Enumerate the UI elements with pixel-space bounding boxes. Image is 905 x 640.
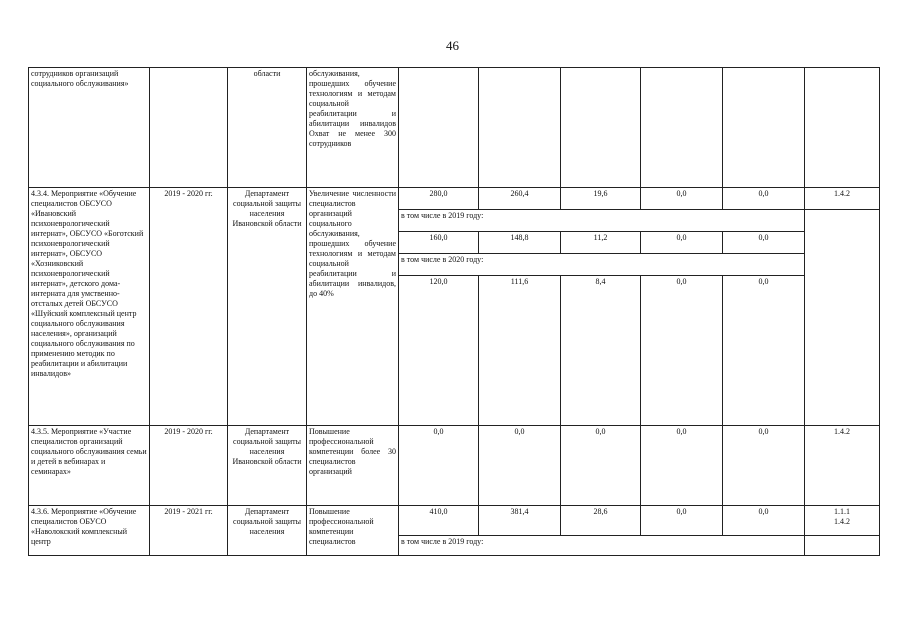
value-cell bbox=[723, 68, 805, 188]
other-cell: 0,0 bbox=[723, 276, 805, 426]
federal-cell: 0,0 bbox=[561, 426, 641, 506]
table-row bbox=[29, 506, 880, 536]
indicator-cell bbox=[805, 276, 880, 426]
table-row bbox=[29, 426, 880, 506]
local-cell: 0,0 bbox=[641, 276, 723, 426]
indicator-cell bbox=[805, 210, 880, 232]
total-cell: 280,0 bbox=[399, 188, 479, 210]
other-cell: 0,0 bbox=[723, 426, 805, 506]
regional-cell: 111,6 bbox=[479, 276, 561, 426]
table-row bbox=[29, 68, 880, 188]
executor-cell: Департамент социальной защиты населения bbox=[228, 506, 307, 556]
federal-cell: 8,4 bbox=[561, 276, 641, 426]
regional-cell: 260,4 bbox=[479, 188, 561, 210]
indicator-cell: 1.4.2 bbox=[805, 188, 880, 210]
indicator-cell bbox=[805, 536, 880, 556]
indicator-cell bbox=[805, 254, 880, 276]
other-cell: 0,0 bbox=[723, 188, 805, 210]
federal-cell: 11,2 bbox=[561, 232, 641, 254]
period-cell bbox=[150, 68, 228, 188]
value-cell bbox=[479, 68, 561, 188]
year-note: в том числе в 2019 году: bbox=[399, 536, 805, 556]
indicator-cell bbox=[805, 232, 880, 254]
result-cell: Повышение профессиональной компетенции специалистов bbox=[307, 506, 399, 556]
year-note: в том числе в 2019 году: bbox=[399, 210, 805, 232]
measure-name-cell: 4.3.5. Мероприятие «Участие специалистов организаций социального обслуживания семьи и детей в вебинарах и семинарах» bbox=[29, 426, 150, 506]
total-cell: 160,0 bbox=[399, 232, 479, 254]
value-cell bbox=[561, 68, 641, 188]
other-cell: 0,0 bbox=[723, 506, 805, 536]
executor-cell: Департамент социальной защиты населения Ивановской области bbox=[228, 426, 307, 506]
program-table bbox=[28, 67, 880, 556]
regional-cell: 0,0 bbox=[479, 426, 561, 506]
period-cell: 2019 - 2020 гг. bbox=[150, 426, 228, 506]
measure-name-cell: 4.3.4. Мероприятие «Обучение специалистов ОБСУСО «Ивановский психоневрологический интернат», ОБСУСО «Боготский психоневрологический интернат», ОБСУСО «Хозниковский психоневрологический интернат», детского дома-интерната для умственно-отсталых детей ОБСУСО «Шуйский комплексный центр социального обслуживания населения», организаций социального обслуживания по применению методик по реабилитации и абилитации инвалидов» bbox=[29, 188, 150, 426]
period-cell: 2019 - 2021 гг. bbox=[150, 506, 228, 556]
federal-cell: 28,6 bbox=[561, 506, 641, 536]
indicator-cell: 1.1.1 1.4.2 bbox=[805, 506, 880, 536]
period-cell: 2019 - 2020 гг. bbox=[150, 188, 228, 426]
local-cell: 0,0 bbox=[641, 232, 723, 254]
local-cell: 0,0 bbox=[641, 506, 723, 536]
table-row bbox=[29, 188, 880, 210]
federal-cell: 19,6 bbox=[561, 188, 641, 210]
value-cell bbox=[641, 68, 723, 188]
measure-name-cell: 4.3.6. Мероприятие «Обучение специалистов ОБУСО «Наволокский комплексный центр bbox=[29, 506, 150, 556]
total-cell: 0,0 bbox=[399, 426, 479, 506]
page-number: 46 bbox=[446, 38, 459, 53]
executor-cell: области bbox=[228, 68, 307, 188]
result-cell: обслуживания, прошедших обучение технологиям и методам социальной реабилитации и абилитации инвалидов Охват не менее 300 сотрудников bbox=[307, 68, 399, 188]
year-note: в том числе в 2020 году: bbox=[399, 254, 805, 276]
indicator-cell: 1.4.2 bbox=[805, 426, 880, 506]
other-cell: 0,0 bbox=[723, 232, 805, 254]
measure-name-cell: сотрудников организаций социального обслуживания» bbox=[29, 68, 150, 188]
regional-cell: 148,8 bbox=[479, 232, 561, 254]
executor-cell: Департамент социальной защиты населения Ивановской области bbox=[228, 188, 307, 426]
local-cell: 0,0 bbox=[641, 426, 723, 506]
regional-cell: 381,4 bbox=[479, 506, 561, 536]
total-cell: 120,0 bbox=[399, 276, 479, 426]
value-cell bbox=[399, 68, 479, 188]
result-cell: Повышение профессиональной компетенции более 30 специалистов организаций bbox=[307, 426, 399, 506]
indicator-cell bbox=[805, 68, 880, 188]
total-cell: 410,0 bbox=[399, 506, 479, 536]
result-cell: Увеличение численности специалистов организаций социального обслуживания, прошедших обучение технологиям и методам социальной реабилитации и абилитации инвалидов, до 40% bbox=[307, 188, 399, 426]
local-cell: 0,0 bbox=[641, 188, 723, 210]
